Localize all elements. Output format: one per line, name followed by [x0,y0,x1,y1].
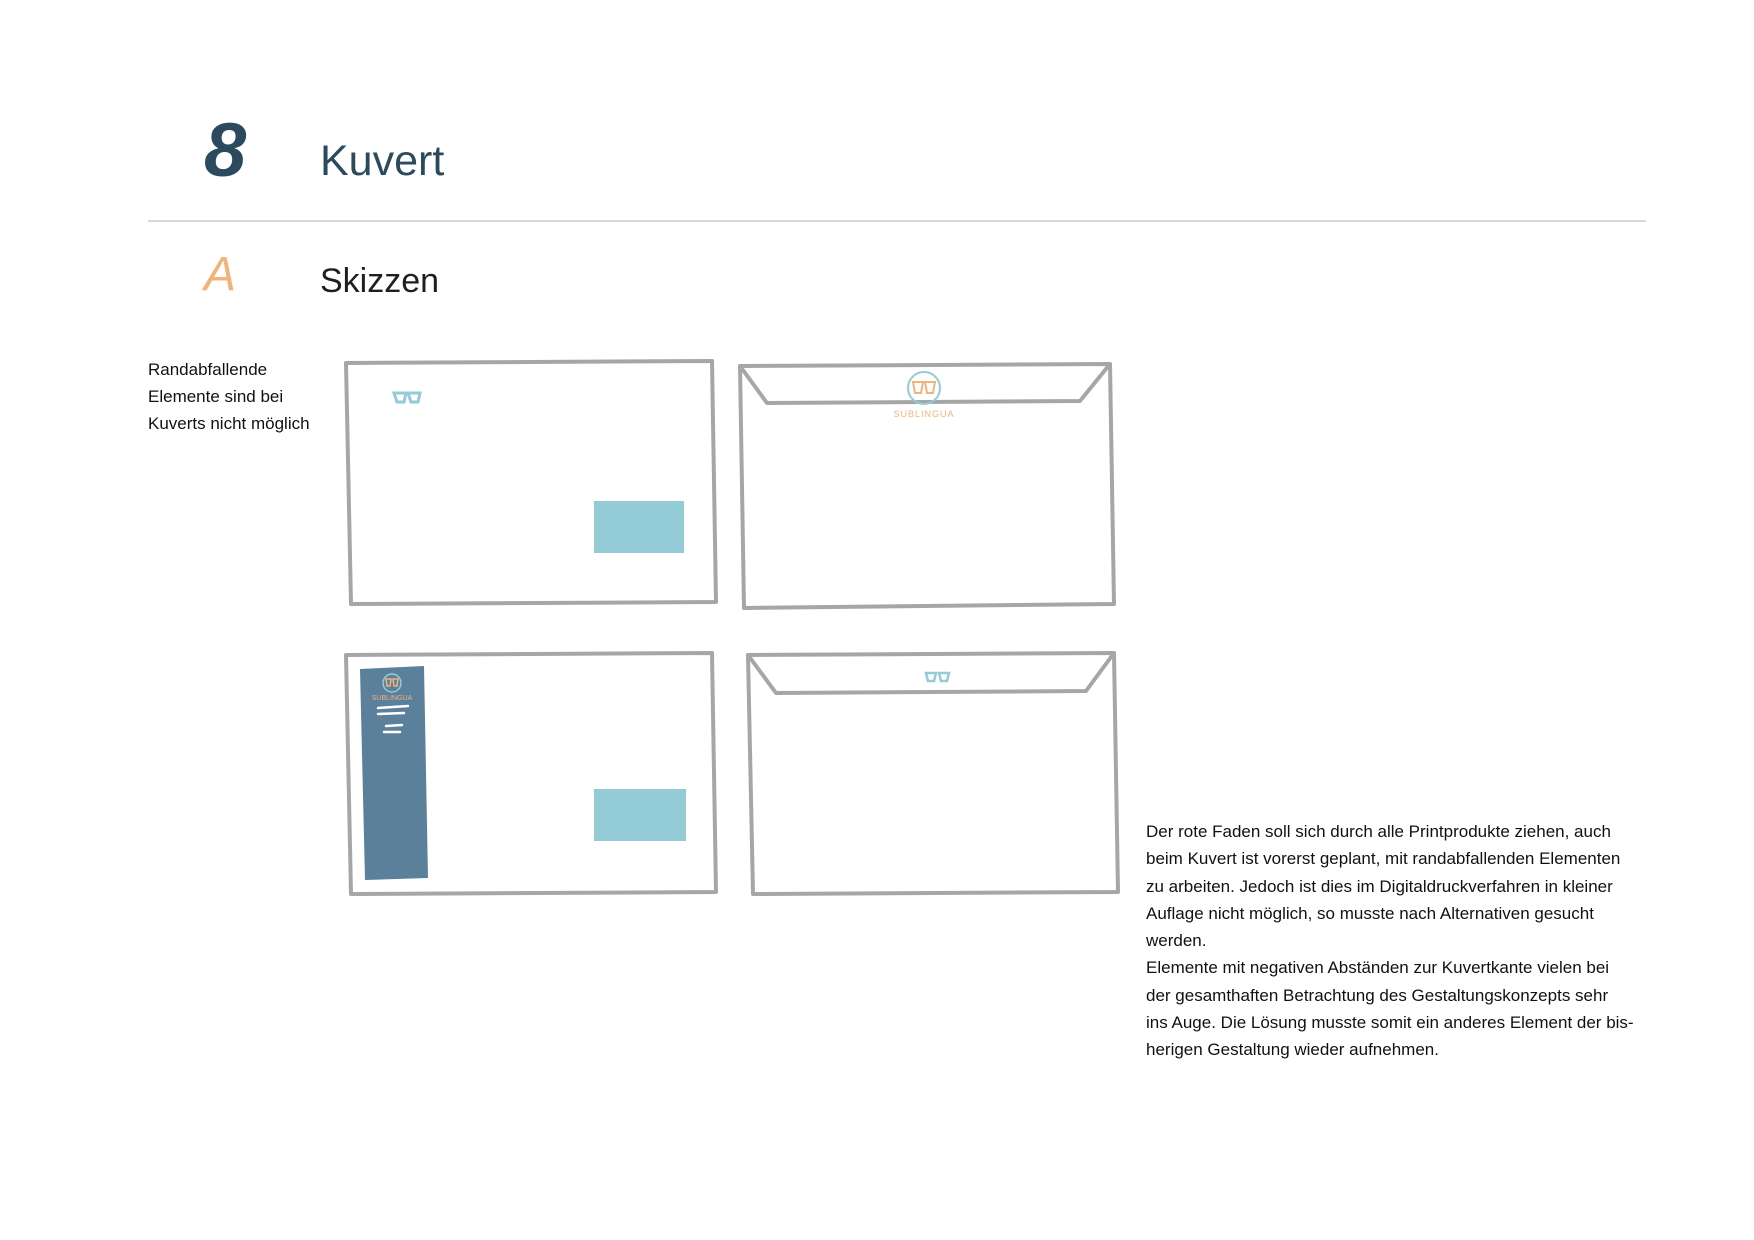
stamp [594,789,686,841]
divider [148,220,1646,222]
body-text-line: beim Kuvert ist vorerst geplant, mit randabfallenden Elementen [1146,849,1621,869]
chapter-number [200,112,260,192]
body-text-line: Elemente mit negativen Abständen zur Kuvertkante vielen bei [1146,958,1610,978]
envelope-sketch-front-1 [340,358,720,608]
side-note [148,356,328,437]
body-text-line: herigen Gestaltung wieder aufnehmen. [1146,1040,1439,1060]
stamp [594,501,684,553]
body-text-line: werden. [1146,931,1207,951]
section-letter [200,246,250,296]
glasses-logo-icon [926,673,949,681]
text-line-mark [386,725,402,726]
body-text-line: Der rote Faden soll sich durch alle Printprodukte ziehen, auch [1146,822,1611,841]
glasses-logo-icon [394,393,420,402]
chapter-title: Kuvert [320,137,445,185]
side-note-line: Randabfallende [148,360,268,379]
envelope-sketch-front-2 [340,648,720,898]
body-text [1146,818,1646,1064]
body-text-line: ins Auge. Die Lösung musste somit ein anderes Element der bis- [1146,1013,1634,1033]
text-line-mark [378,713,404,714]
logo-wordmark: SUBLINGUA [371,695,413,702]
svg-text:A: A [204,248,237,296]
body-text-line: Auflage nicht möglich, so musste nach Alternativen gesucht [1146,903,1594,923]
side-note-line: Elemente sind bei [148,387,284,406]
body-text-line: zu arbeiten. Jedoch ist dies im Digitaldruckverfahren in kleiner [1146,876,1613,896]
envelope-sketch-back-2 [738,648,1128,903]
body-text-line: der gesamthaften Betrachtung des Gestaltungskonzepts sehr [1146,985,1609,1005]
envelope-sketch-back-1 [730,358,1120,613]
side-note-line: Kuverts nicht möglich [148,414,310,433]
section-title: Skizzen [320,262,440,300]
svg-text:8: 8 [204,112,247,192]
circle-logo-icon [908,372,940,404]
logo-wordmark: SUBLINGUA [893,409,955,419]
